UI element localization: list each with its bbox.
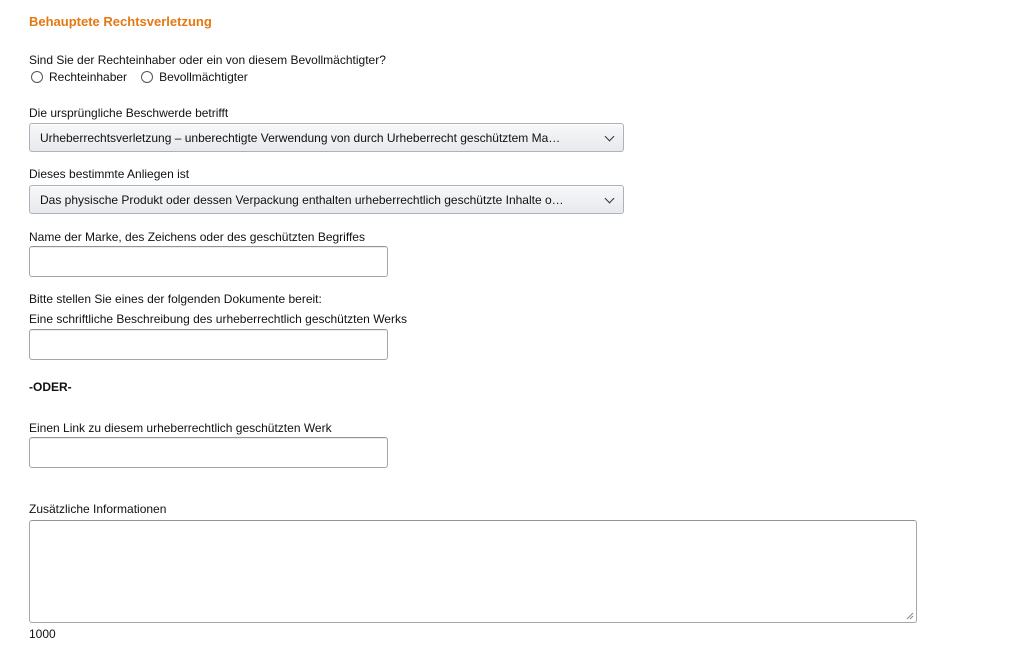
- resize-grip-icon[interactable]: [905, 611, 914, 620]
- concern-select-value[interactable]: Das physische Produkt oder dessen Verpackung enthalten urheberrechtlich geschützte Inhalte o…: [40, 192, 564, 207]
- work-description-label: Eine schriftliche Beschreibung des urheberrechtlich geschützten Werks: [29, 312, 407, 326]
- brand-name-label: Name der Marke, des Zeichens oder des geschützten Begriffes: [29, 230, 365, 244]
- concern-select[interactable]: [29, 185, 624, 214]
- radio-rights-holder-label[interactable]: Rechteinhaber: [49, 70, 128, 84]
- chevron-down-icon[interactable]: [605, 193, 615, 203]
- rights-holder-radio-group: [31, 70, 262, 84]
- work-link-label: Einen Link zu diesem urheberrechtlich geschützten Werk: [29, 421, 332, 435]
- or-separator: -ODER-: [29, 380, 72, 394]
- work-link-input[interactable]: [29, 437, 388, 468]
- radio-circle-icon[interactable]: [31, 71, 43, 83]
- radio-circle-icon[interactable]: [141, 71, 153, 83]
- additional-info-textarea[interactable]: [29, 520, 917, 623]
- complaint-select-value[interactable]: Urheberrechtsverletzung – unberechtigte Verwendung von durch Urheberrecht geschütztem Ma…: [40, 130, 561, 145]
- complaint-select[interactable]: [29, 123, 624, 152]
- chevron-down-icon[interactable]: [605, 131, 615, 141]
- work-description-input[interactable]: [29, 329, 388, 360]
- radio-rights-holder[interactable]: [31, 70, 127, 84]
- additional-info-label: Zusätzliche Informationen: [29, 502, 167, 516]
- rights-holder-question: Sind Sie der Rechteinhaber oder ein von diesem Bevollmächtigter?: [29, 53, 386, 67]
- char-counter: 1000: [29, 627, 56, 641]
- brand-name-input[interactable]: [29, 246, 388, 277]
- complaint-label: Die ursprüngliche Beschwerde betrifft: [29, 106, 229, 120]
- section-title: Behauptete Rechtsverletzung: [29, 14, 212, 29]
- radio-authorized-agent-label[interactable]: Bevollmächtigter: [159, 70, 248, 84]
- documents-intro: Bitte stellen Sie eines der folgenden Dokumente bereit:: [29, 292, 322, 306]
- concern-label: Dieses bestimmte Anliegen ist: [29, 167, 190, 181]
- radio-authorized-agent[interactable]: [141, 70, 248, 84]
